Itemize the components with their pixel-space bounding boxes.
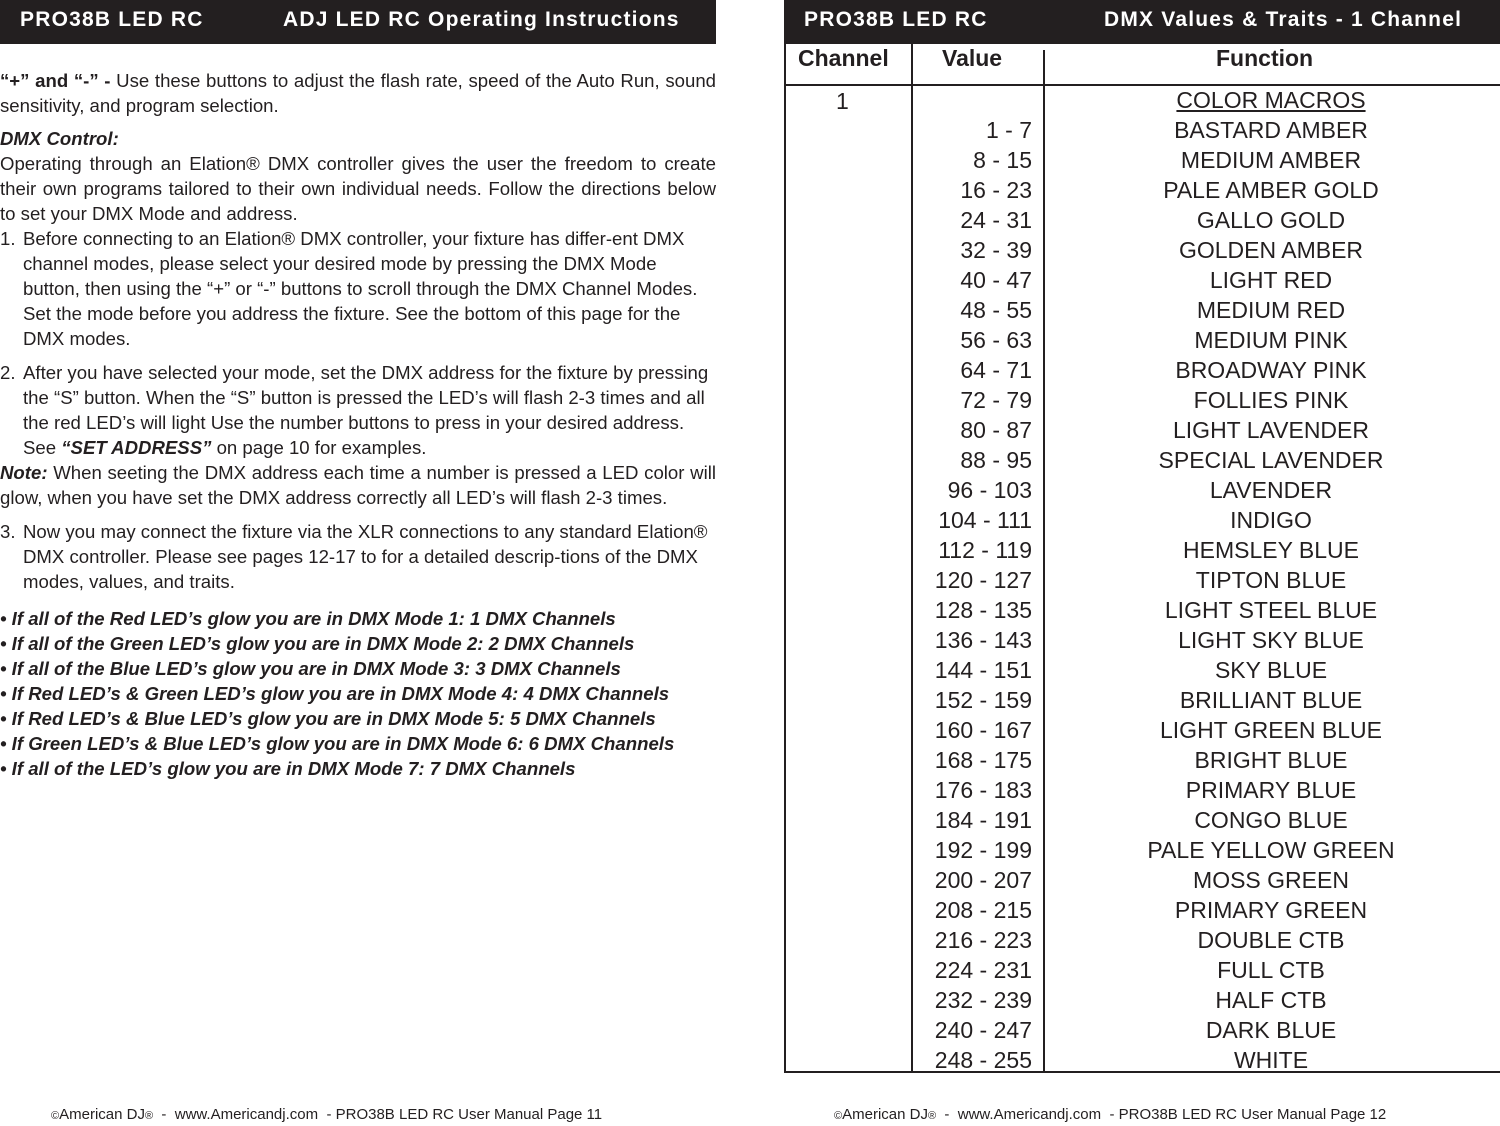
color-function: LIGHT STEEL BLUE [1164,597,1378,623]
dmx-value-range: 72 - 79 [960,387,1032,413]
dmx-value-range: 224 - 231 [934,957,1032,983]
left-page-footer [51,1106,602,1123]
dmx-value-range: 152 - 159 [934,687,1032,713]
table-row [786,655,1500,685]
table-row [786,415,1500,445]
step-2-text-before: After you have selected your mode, set the DMX address for the fixture by pressing the “S” button. When the “S” button is pressed the LED’s will flash 2-3 times and all the red LED’s will light Use the number buttons to press in your desired address. See [23,362,709,458]
color-function: PRIMARY BLUE [1185,777,1357,803]
color-function: TIPTON BLUE [1195,567,1347,593]
footer-text: - www.Americandj.com - PRO38B LED RC User Manual Page 12 [936,1106,1387,1123]
copyright-symbol: © [51,1110,60,1122]
note-paragraph [0,460,716,510]
intro-text: Use these buttons to adjust the flash rate, speed of the Auto Run, sound sensitivity, and program selection. [0,70,717,116]
dmx-value-range: 216 - 223 [934,927,1032,953]
color-function: PALE YELLOW GREEN [1147,837,1395,863]
dmx-value-range: 248 - 255 [934,1047,1032,1073]
dmx-value-range: 104 - 111 [938,507,1032,533]
table-row [786,805,1500,835]
value-column-header: Value [942,45,1003,71]
step-2-text-after: on page 10 for examples. [211,437,427,458]
copyright-symbol: © [834,1110,843,1122]
color-function: HEMSLEY BLUE [1183,537,1359,563]
color-function: CONGO BLUE [1194,807,1348,833]
dmx-value-range: 40 - 47 [960,267,1032,293]
step-2 [0,360,716,460]
table-row [786,745,1500,775]
color-function: MEDIUM AMBER [1180,147,1362,173]
color-function: WHITE [1233,1047,1309,1073]
step-text [23,360,716,460]
table-row [786,265,1500,295]
table-row [786,625,1500,655]
color-function: LIGHT GREEN BLUE [1160,717,1382,743]
dmx-value-range: 96 - 103 [947,477,1032,503]
color-function: MEDIUM PINK [1194,327,1348,353]
table-row [786,325,1500,355]
dmx-value-range: 136 - 143 [934,627,1032,653]
registered-symbol: ® [927,1110,937,1122]
right-page-header [784,0,1500,44]
color-function: LIGHT SKY BLUE [1178,627,1364,653]
dmx-mode-item: • If Green LED’s & Blue LED’s glow you are in DMX Mode 6: 6 DMX Channels [0,733,675,754]
color-function: BRILLIANT BLUE [1179,687,1363,713]
table-row [786,475,1500,505]
color-function: GOLDEN AMBER [1178,237,1364,263]
note-label: Note: [0,462,48,483]
table-row [786,835,1500,865]
table-row [786,385,1500,415]
color-function: SPECIAL LAVENDER [1158,447,1384,473]
color-function: FULL CTB [1217,957,1325,983]
intro-paragraph [0,68,716,118]
color-function: LAVENDER [1209,477,1333,503]
dmx-value-range: 24 - 31 [960,207,1032,233]
dmx-mode-item: • If Red LED’s & Blue LED’s glow you are in DMX Mode 5: 5 DMX Channels [0,708,656,729]
color-function: HALF CTB [1215,987,1327,1013]
dmx-value-range: 112 - 119 [938,537,1032,563]
color-macros-title: COLOR MACROS [1176,87,1366,113]
dmx-mode-item: • If all of the Blue LED’s glow you are in DMX Mode 3: 3 DMX Channels [0,658,621,679]
dmx-value-range: 128 - 135 [934,597,1032,623]
table-row [786,445,1500,475]
dmx-value-range: 240 - 247 [934,1017,1032,1043]
channel-number: 1 [836,88,849,114]
table-row [786,1045,1500,1075]
footer-text: - www.Americandj.com - PRO38B LED RC User Manual Page 11 [153,1106,603,1123]
left-header-title: ADJ LED RC Operating Instructions [283,8,680,31]
footer-brand: American DJ [59,1106,145,1123]
right-page-footer [834,1106,1386,1123]
dmx-mode-item: • If all of the LED’s glow you are in DMX Mode 7: 7 DMX Channels [0,758,576,779]
dmx-mode-item: • If all of the Red LED’s glow you are in DMX Mode 1: 1 DMX Channels [0,608,616,629]
dmx-values-table [784,44,1500,1073]
dmx-value-range: 120 - 127 [934,567,1032,593]
dmx-value-range: 56 - 63 [960,327,1032,353]
dmx-value-range: 88 - 95 [960,447,1032,473]
table-row [786,175,1500,205]
note-text: When seeting the DMX address each time a number is pressed a LED color will glow, when you have set the DMX address correctly all LED’s will flash 2-3 times. [0,462,716,508]
dmx-value-range: 160 - 167 [934,717,1032,743]
dmx-value-range: 208 - 215 [934,897,1032,923]
color-function: LIGHT LAVENDER [1173,417,1369,443]
dmx-value-range: 192 - 199 [934,837,1032,863]
color-function: SKY BLUE [1214,657,1328,683]
table-row [786,565,1500,595]
dmx-value-range: 200 - 207 [934,867,1032,893]
right-header-product: PRO38B LED RC [804,8,988,31]
table-row [786,925,1500,955]
dmx-mode-item: • If Red LED’s & Green LED’s glow you are in DMX Mode 4: 4 DMX Channels [0,683,670,704]
left-page-header [0,0,716,44]
color-function: BROADWAY PINK [1175,357,1367,383]
dmx-value-range: 16 - 23 [960,177,1032,203]
dmx-value-range: 168 - 175 [934,747,1032,773]
color-function: FOLLIES PINK [1193,387,1349,413]
step-text: Before connecting to an Elation® DMX controller, your fixture has differ-ent DMX channel modes, please select your desired mode by pressing the DMX Mode button, then using the “+” or “-” buttons to scroll through the DMX Channel Modes. Set the mode before you address the fixture. See the bottom of this page for the DMX modes. [23,228,698,349]
dmx-control-heading: DMX Control: [0,128,119,149]
dmx-value-range: 176 - 183 [934,777,1032,803]
table-row [786,295,1500,325]
color-function: LIGHT RED [1209,267,1333,293]
step-number: 3. [0,521,16,542]
table-row [786,205,1500,235]
dmx-control-paragraph: Operating through an Elation® DMX controller gives the user the freedom to create their own programs tailored to their own individual needs. Follow the directions below to set your DMX Mode and address. [0,153,716,224]
function-column-header: Function [1216,45,1314,71]
dmx-value-range: 232 - 239 [934,987,1032,1013]
table-row [786,145,1500,175]
step-number: 2. [0,362,16,383]
color-function: INDIGO [1230,507,1312,533]
dmx-value-range: 32 - 39 [960,237,1032,263]
right-header-title: DMX Values & Traits - 1 Channel [1104,8,1463,31]
table-row [786,985,1500,1015]
dmx-value-range: 184 - 191 [934,807,1032,833]
dmx-mode-item: • If all of the Green LED’s glow you are in DMX Mode 2: 2 DMX Channels [0,633,635,654]
registered-symbol: ® [144,1110,154,1122]
table-row [786,685,1500,715]
color-function: MEDIUM RED [1196,297,1346,323]
color-function: GALLO GOLD [1196,207,1346,233]
table-row [786,865,1500,895]
table-row [786,1015,1500,1045]
color-function: MOSS GREEN [1193,867,1349,893]
color-function: DARK BLUE [1205,1017,1337,1043]
color-function: BASTARD AMBER [1174,117,1368,143]
table-row [786,595,1500,625]
table-row [786,505,1500,535]
step-3 [0,519,716,594]
table-row [786,895,1500,925]
table-row [786,775,1500,805]
section-title-row [786,85,1500,115]
step-1 [0,226,716,351]
left-header-product: PRO38B LED RC [20,8,204,31]
table-row [786,955,1500,985]
color-function: PRIMARY GREEN [1174,897,1368,923]
color-function: PALE AMBER GOLD [1163,177,1379,203]
table-row [786,235,1500,265]
set-address-reference: “SET ADDRESS” [61,437,212,458]
table-row [786,115,1500,145]
dmx-value-range: 1 - 7 [985,117,1032,143]
table-row [786,715,1500,745]
dmx-value-range: 144 - 151 [934,657,1032,683]
left-page-body [0,68,716,781]
dmx-mode-list [0,606,716,781]
step-text: Now you may connect the fixture via the XLR connections to any standard Elation® DMX controller. Please see pages 12-17 to for a detailed descrip-tions of the DMX modes, values, and traits. [23,521,708,592]
table-row [786,355,1500,385]
color-function: DOUBLE CTB [1197,927,1345,953]
dmx-value-range: 80 - 87 [960,417,1032,443]
dmx-value-range: 48 - 55 [960,297,1032,323]
intro-bold: “+” and “-” - [0,70,111,91]
channel-column-header: Channel [798,45,889,71]
step-number: 1. [0,228,16,249]
dmx-value-range: 64 - 71 [960,357,1032,383]
footer-brand: American DJ [842,1106,928,1123]
dmx-value-range: 8 - 15 [973,147,1032,173]
table-row [786,535,1500,565]
color-function: BRIGHT BLUE [1194,747,1348,773]
